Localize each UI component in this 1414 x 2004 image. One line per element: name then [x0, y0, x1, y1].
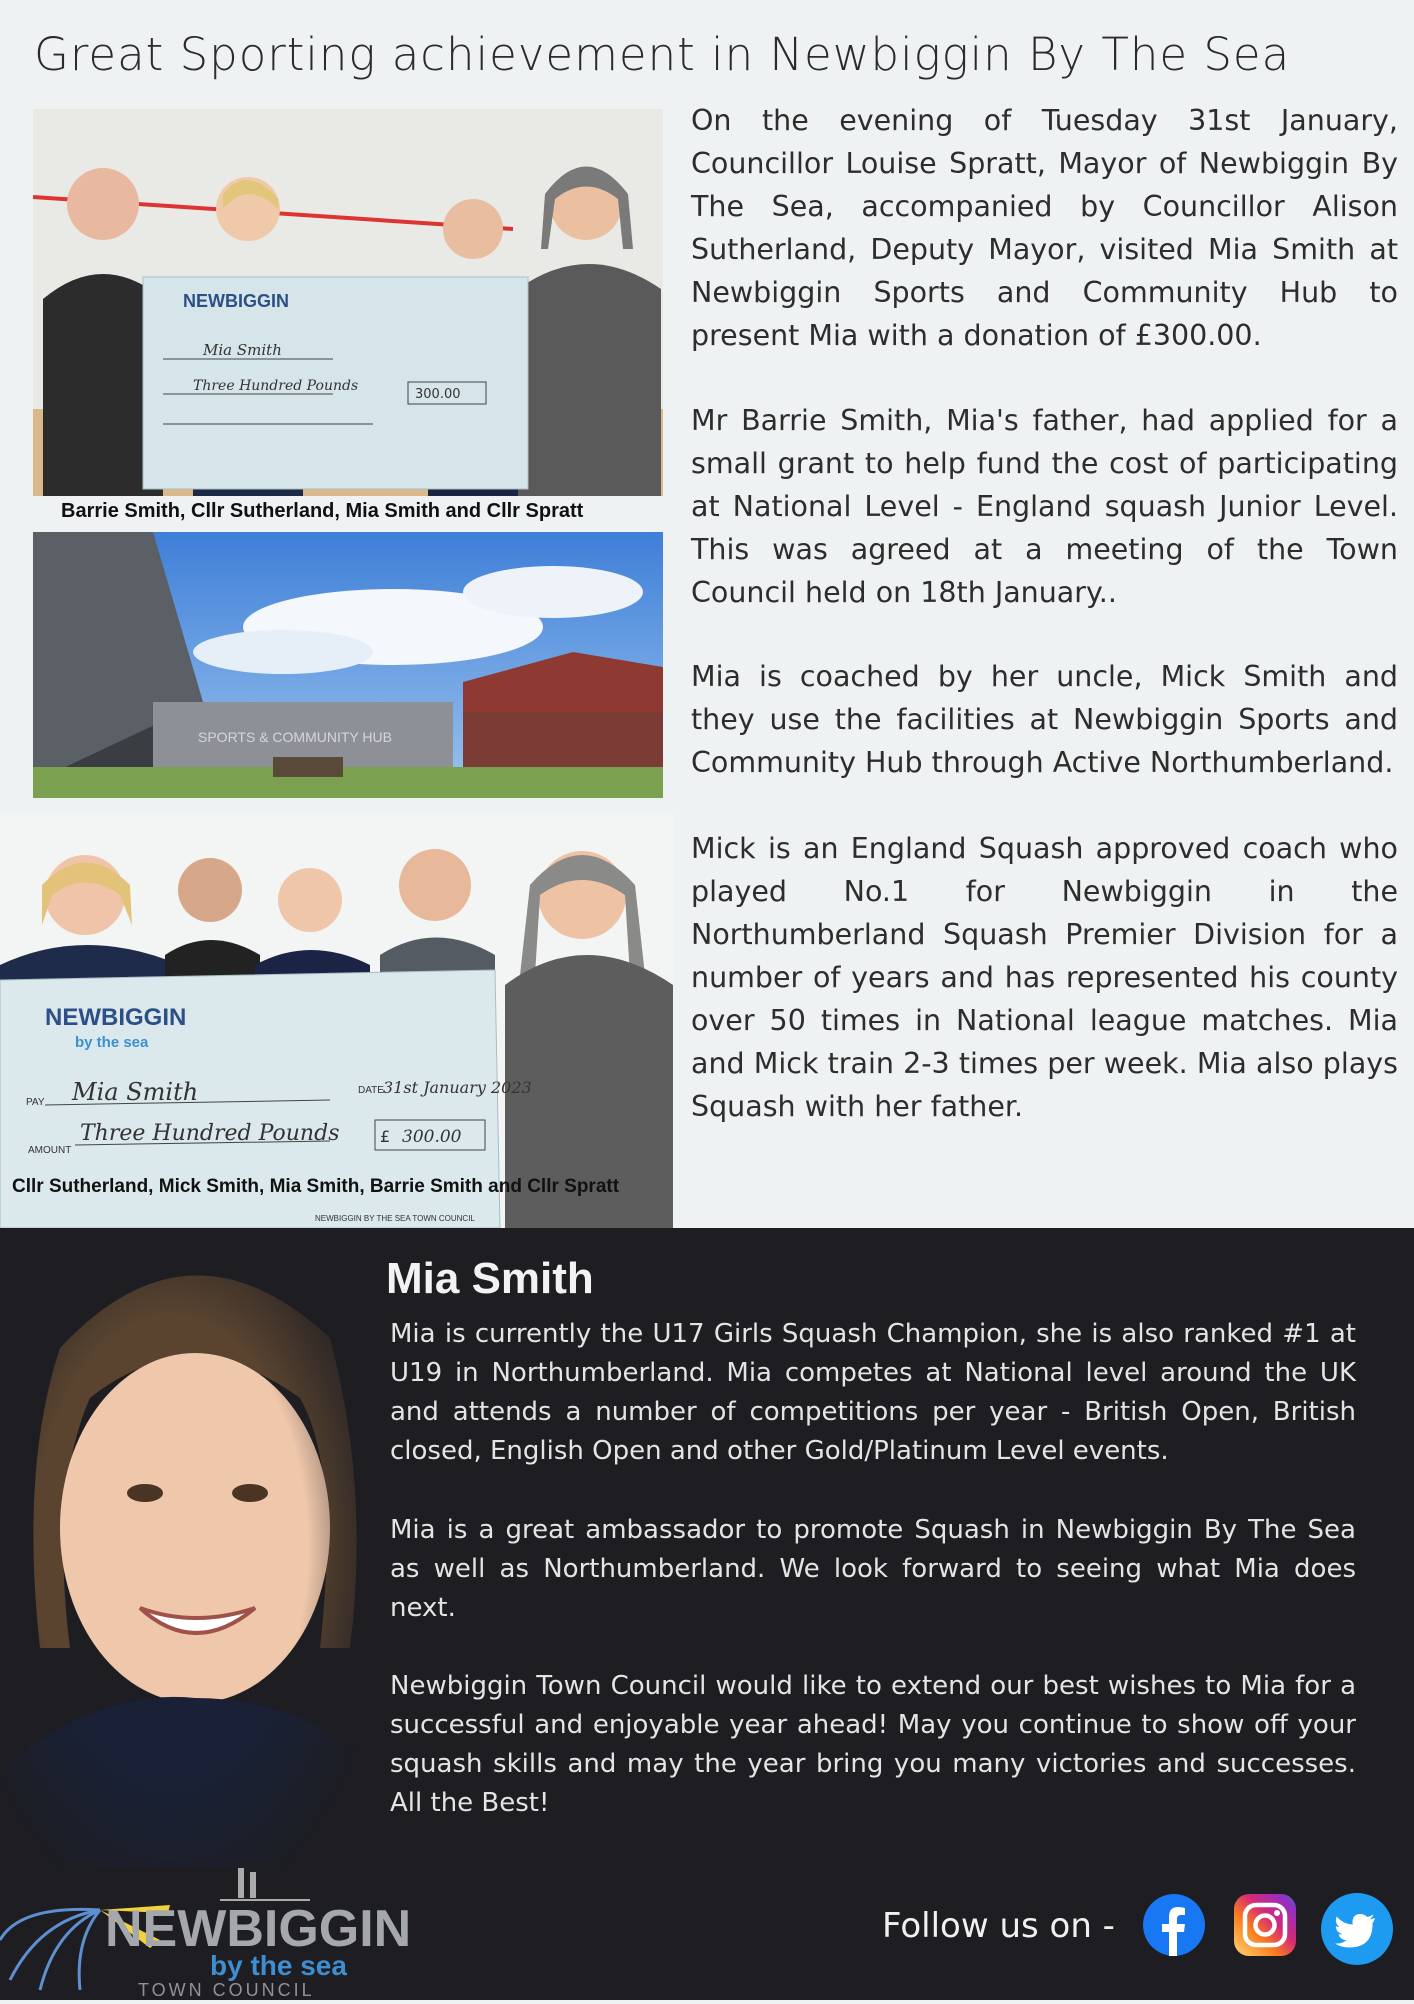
follow-us-text: Follow us on -	[882, 1906, 1115, 1946]
building-sign: SPORTS & COMMUNITY HUB	[198, 729, 392, 745]
instagram-icon[interactable]	[1234, 1894, 1296, 1956]
group-cheque-date: 31st January 2023	[383, 1078, 532, 1097]
cheque-payee: Mia Smith	[203, 341, 282, 359]
group-cheque-pay-label: PAY	[26, 1097, 45, 1108]
group-cheque-amount-words: Three Hundred Pounds	[80, 1121, 340, 1146]
twitter-icon[interactable]	[1321, 1893, 1393, 1965]
group-cheque-amount-label: AMOUNT	[28, 1145, 72, 1156]
article-paragraph-3: Mia is coached by her uncle, Mick Smith and they use the facilities at Newbiggin Sports and Community Hub through Active Northumberland.	[691, 660, 1398, 779]
footer-logo-name: NEWBIGGIN	[105, 1900, 412, 1958]
photo-caption-3: Cllr Sutherland, Mick Smith, Mia Smith, Barrie Smith and Cllr Spratt	[12, 1176, 620, 1197]
group-cheque-logo: NEWBIGGIN	[45, 1004, 187, 1031]
newbiggin-logo	[0, 1860, 412, 2000]
profile-paragraph-3: Newbiggin Town Council would like to extend our best wishes to Mia for a successful and enjoyable year ahead! May you continue to show off your squash skills and may the year bring you many victories and successes. All the Best!	[390, 1671, 1356, 1818]
mia-portrait	[0, 1228, 380, 1868]
cheque-amount-words: Three Hundred Pounds	[193, 378, 359, 394]
group-cheque-logo-sub: by the sea	[75, 1034, 149, 1051]
footer-logo-council: TOWN COUNCIL	[138, 1980, 315, 2000]
page-title: Great Sporting achievement in Newbiggin By The Sea	[34, 28, 1291, 81]
profile-paragraph-2: Mia is a great ambassador to promote Squash in Newbiggin By The Sea as well as Northumberland. We look forward to seeing what Mia does next.	[390, 1515, 1356, 1623]
sports-hub-building-photo	[33, 532, 663, 798]
cheque-presentation-photo	[33, 109, 663, 496]
article-paragraph-4: Mick is an England Squash approved coach who played No.1 for Newbiggin in the Northumberland Squash Premier Division for a number of years and has represented his county over 50 times in National league matches. Mia and Mick train 2-3 times per week. Mia also plays Squash with her father.	[691, 832, 1398, 1123]
footer-logo-sub: by the sea	[210, 1950, 347, 1981]
cheque-amount: 300.00	[415, 387, 461, 402]
group-cheque-photo	[0, 815, 673, 1228]
article-paragraph-2: Mr Barrie Smith, Mia's father, had applied for a small grant to help fund the cost of participating at National Level - England squash Junior Level. This was agreed at a meeting of the Town Council held on 18th January..	[691, 404, 1398, 609]
group-cheque-currency: £	[380, 1127, 391, 1146]
photo-caption-1: Barrie Smith, Cllr Sutherland, Mia Smith and Cllr Spratt	[61, 500, 584, 522]
article-paragraph-1: On the evening of Tuesday 31st January, Councillor Louise Spratt, Mayor of Newbiggin By The Sea, accompanied by Councillor Alison Sutherland, Deputy Mayor, visited Mia Smith at Newbiggin Sports and Community Hub to present Mia with a donation of £300.00.	[691, 104, 1398, 352]
cheque-logo-text: NEWBIGGIN	[183, 291, 289, 311]
facebook-icon[interactable]	[1143, 1894, 1205, 1956]
group-cheque-footer: NEWBIGGIN BY THE SEA TOWN COUNCIL	[315, 1214, 475, 1223]
group-cheque-payee: Mia Smith	[72, 1078, 199, 1106]
group-cheque-amount: 300.00	[402, 1127, 462, 1147]
group-cheque-date-label: DATE	[358, 1085, 384, 1096]
profile-name: Mia Smith	[386, 1254, 594, 1303]
profile-paragraph-1: Mia is currently the U17 Girls Squash Champion, she is also ranked #1 at U19 in Northumberland. Mia competes at National level around the UK and attends a number of competitions per year - British Open, British closed, English Open and other Gold/Platinum Level events.	[390, 1319, 1356, 1466]
